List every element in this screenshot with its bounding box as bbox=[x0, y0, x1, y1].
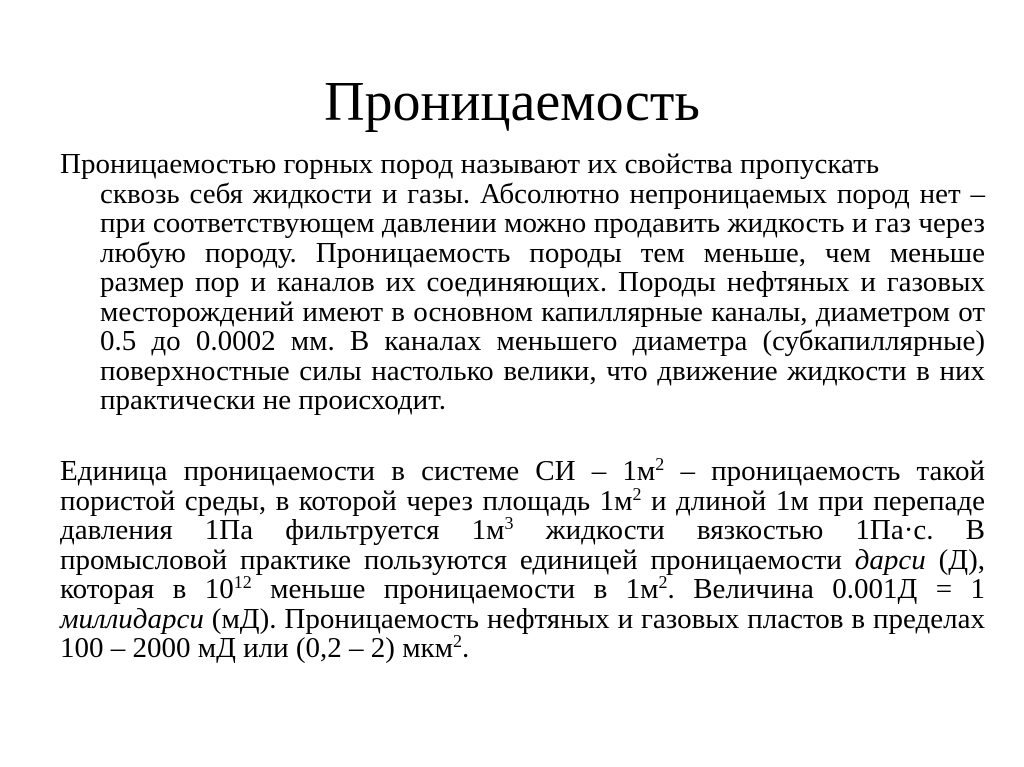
superscript: 2 bbox=[632, 483, 642, 504]
paragraph-first-line: Проницаемостью горных пород называют их свойства пропускать bbox=[60, 148, 880, 180]
text-run: – проницаемость такой пористой среды, в которой через площадь 1м bbox=[60, 455, 985, 517]
text-run: Единица проницаемости в системе СИ – 1м bbox=[60, 455, 656, 487]
italic-term-millidarcy: миллидарси bbox=[60, 602, 204, 635]
text-run: (Д), которая в 10 bbox=[60, 543, 985, 605]
superscript: 2 bbox=[655, 454, 665, 474]
italic-term-darcy: дарси bbox=[854, 543, 926, 576]
paragraph-permeability-units bbox=[60, 454, 985, 664]
paragraph-permeability-definition bbox=[60, 150, 985, 416]
superscript: 12 bbox=[233, 572, 252, 592]
superscript: 3 bbox=[504, 513, 514, 533]
text-run: и длиной 1м при перепаде давления 1Па фильтруется 1м bbox=[60, 484, 985, 546]
paragraph-body: сквозь себя жидкости и газы. Абсолютно непроницаемых пород нет – при соответствующем давлении можно продавить жидкость и газ через любую породу. Проницаемость породы тем меньше, чем меньше размер пор и каналов их соединяющих. Породы нефтяных и газовых месторождений имеют в основном капиллярные каналы, диаметром от 0.5 до 0.0002 мм. В каналах меньшего диаметра (субкапиллярные) поверхностные силы настолько велики, что движение жидкости в них практически не происходит. bbox=[100, 177, 985, 416]
slide-title: Проницаемость bbox=[324, 71, 700, 133]
text-run: меньше проницаемости в 1м bbox=[251, 573, 659, 605]
superscript: 2 bbox=[453, 631, 463, 651]
text-run: . Величина 0.001Д = 1 bbox=[667, 573, 985, 605]
text-run: (мД). Проницаемость нефтяных и газовых пластов в пределах 100 – 2000 мД или (0,2 – 2) мкм bbox=[60, 602, 985, 664]
text-run: . bbox=[462, 632, 470, 664]
text-run: жидкости вязкостью 1Па·с. В промысловой практике пользуются единицей проницаемости bbox=[60, 514, 985, 576]
superscript: 2 bbox=[658, 572, 668, 592]
